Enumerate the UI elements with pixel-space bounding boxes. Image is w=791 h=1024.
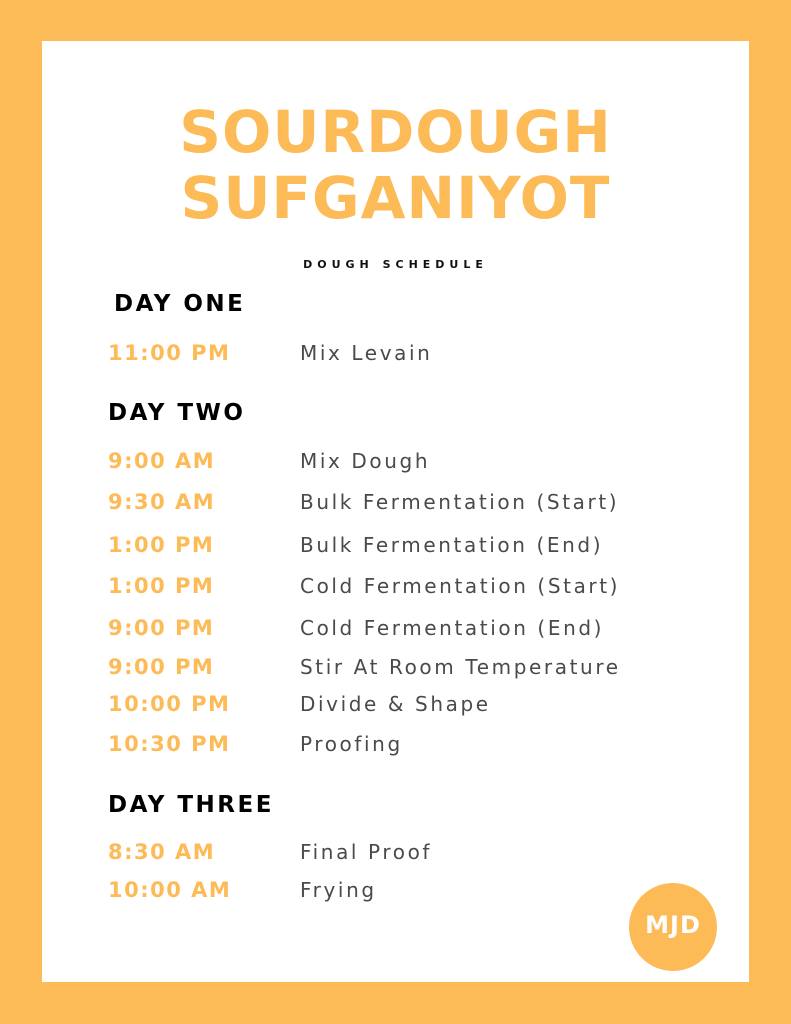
schedule-time: 9:00 AM: [108, 449, 216, 473]
schedule-time: 10:30 PM: [108, 732, 231, 756]
schedule-time: 9:00 PM: [108, 616, 215, 640]
schedule-time: 1:00 PM: [108, 574, 215, 598]
schedule-task: Proofing: [300, 732, 403, 756]
schedule-task: Frying: [300, 878, 377, 902]
day-one-heading: DAY ONE: [114, 291, 246, 317]
schedule-time: 9:30 AM: [108, 490, 216, 514]
schedule-task: Cold Fermentation (Start): [300, 574, 621, 598]
schedule-task: Mix Levain: [300, 341, 433, 365]
schedule-task: Mix Dough: [300, 449, 431, 473]
schedule-time: 9:00 PM: [108, 655, 215, 679]
schedule-time: 1:00 PM: [108, 533, 215, 557]
schedule-task: Final Proof: [300, 840, 433, 864]
brand-logo: [629, 883, 717, 971]
schedule-task: Bulk Fermentation (End): [300, 533, 604, 557]
logo-text: MJD: [645, 911, 701, 939]
schedule-time: 10:00 AM: [108, 878, 232, 902]
schedule-task: Bulk Fermentation (Start): [300, 490, 620, 514]
schedule-card: [42, 41, 749, 982]
day-three-heading: DAY THREE: [108, 792, 274, 818]
schedule-task: Cold Fermentation (End): [300, 616, 605, 640]
schedule-time: 10:00 PM: [108, 692, 231, 716]
subtitle: DOUGH SCHEDULE: [303, 258, 488, 271]
title-line-2: SUFGANIYOT: [180, 164, 611, 232]
schedule-task: Divide & Shape: [300, 692, 491, 716]
schedule-time: 11:00 PM: [108, 341, 231, 365]
schedule-task: Stir At Room Temperature: [300, 655, 621, 679]
day-two-heading: DAY TWO: [108, 400, 246, 426]
schedule-time: 8:30 AM: [108, 840, 216, 864]
title-line-1: SOURDOUGH: [179, 98, 612, 166]
